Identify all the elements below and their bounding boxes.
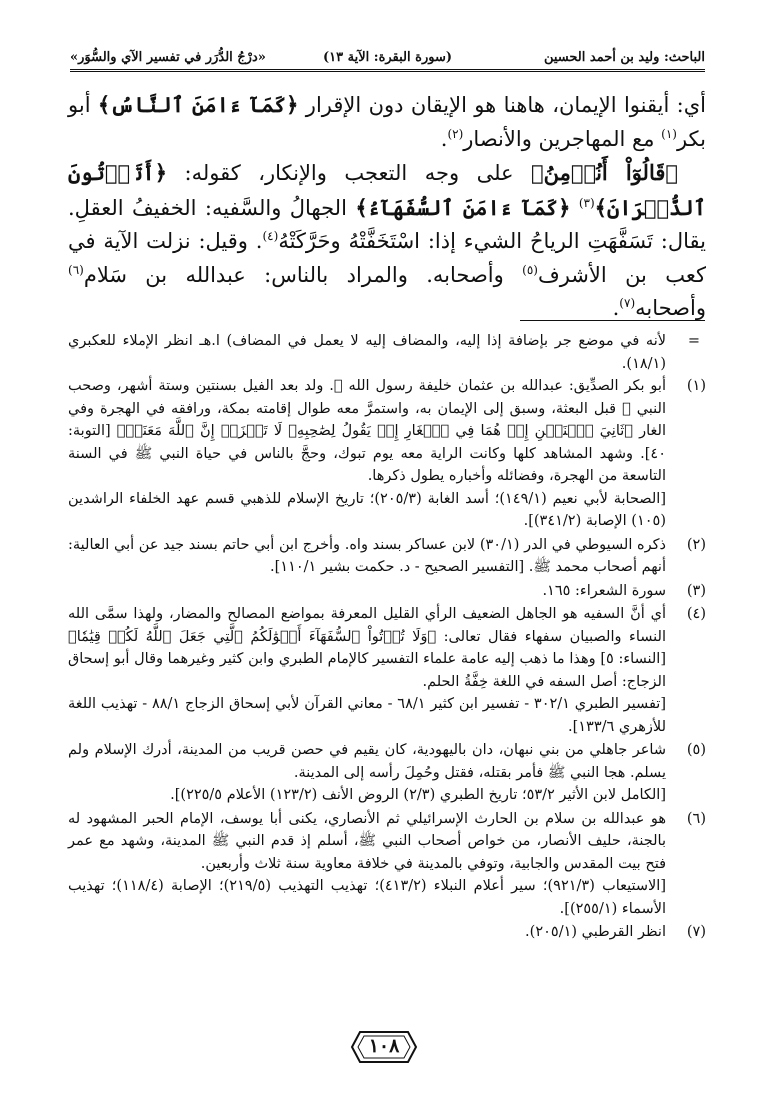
footnote-text: أي أنَّ السفيه هو الجاهل الضعيف الرأي القليل المعرفة بمواضع المصالح والمضار، ولهذا سمَّى الله النساء والصبيان سفهاء فقال تعالى: ﴿وَلَا تُؤۡتُواْ ٱلسُّفَهَآءَ أَمۡوَٰلَكُمُ ٱلَّتِي جَعَلَ ٱللَّهُ لَكُمۡ قِيَٰمٗا﴾ [النساء: ٥] وهذا ما ذهب إليه عامة علماء التفسير كالإمام الطبري وابن كثير وغيرهما وقال أبو إسحاق الزجاج: أصل السفه في اللغة خِفَّةُ الحلم. [68, 606, 666, 690]
footnote-text: انظر القرطبي (٢٠٥/١). [525, 924, 666, 940]
quran-quote: ﴿قَالُوٓاْ أَنُؤۡمِنُ﴾ [531, 160, 678, 185]
footnote-5 [68, 739, 706, 807]
footnote-sources: [الكامل لابن الأثير ٥٣/٢؛ تاريخ الطبري (٢/٣) الروض الأنف (١٢٣/٢) الأعلام ٢٢٥/٥)]. [170, 787, 666, 803]
main-text [68, 88, 706, 326]
quran-quote: ﴿أَتَأۡتُونَ ٱلذُّكۡرَانَ﴾ [68, 160, 706, 220]
header-author: الباحث: وليد بن أحمد الحسين [543, 50, 705, 65]
main-paragraph-1: أي: أيقنوا الإيمان، هاهنا هو الإيقان دون الإقرار ﴿كَمَآ ءَامَنَ ٱلنَّاسُ﴾ أبو بكر$^{(١)}$ مع المهاجرين والأنصار$^{(٢)}$. [68, 92, 706, 151]
continuation-marker: = [687, 333, 700, 349]
footnote-1 [68, 375, 706, 533]
header-surah-verse: (سورة البقرة: الآية ١٣) [322, 50, 453, 65]
footnote-separator [520, 320, 705, 321]
footnote-2 [68, 534, 706, 579]
page-number-ornament [350, 1030, 418, 1064]
footnote-sources: [تفسير الطبري ٣٠٢/١ - تفسير ابن كثير ٦٨/١ - معاني القرآن لأبي إسحاق الزجاج ٨٨/١ - تهذيب اللغة للأزهري ١٣٣/٦]. [68, 696, 666, 735]
header-rule [70, 69, 705, 72]
footnote-ref-4[interactable]: (٤) [262, 229, 279, 243]
footnote-number: (٢) [686, 536, 706, 553]
footnote-text: ذكره السيوطي في الدر (٣٠/١) لابن عساكر بسند واه. وأخرج ابن أبي حاتم بسند جيد عن أبي العالية: أنهم أصحاب محمد ﷺ. [التفسير الصحيح - د. حكمت بشير ١١٠/١]. [68, 536, 666, 575]
footnote-text: سورة الشعراء: ١٦٥. [542, 582, 666, 599]
footnote-number: (٤) [686, 606, 706, 622]
footnote-continuation [68, 330, 706, 375]
footnote-number: (٧) [686, 924, 706, 940]
quran-quote: ﴿كَمَآ ءَامَنَ ٱلنَّاسُ﴾ [97, 92, 299, 117]
footnote-sources: [الاستيعاب (٩٢١/٣)؛ سير أعلام النبلاء (٤١٣/٢)؛ تهذيب التهذيب (٢١٩/٥)؛ الإصابة (١١٨/٤)؛ تهذيب الأسماء (٢٥٥/١)]. [68, 878, 666, 917]
main-paragraph-2: ﴿قَالُوٓاْ أَنُؤۡمِنُ﴾ على وجه التعجب والإنكار، كقوله: ﴿أَتَأۡتُونَ ٱلذُّكۡرَانَ﴾$^{(٣)}$ ﴿كَمَآ ءَامَنَ ٱلسُّفَهَآءُ﴾ الجهالُ والسَّفيه: الخفيفُ العقلِ. يقال: تَسَفَّهَتِ الرياحُ الشيء إذا: اسْتَخَفَّتْهُ وحَرَّكَتْهُ$^{(٤)}$. وقيل: نزلت الآية في كعب بن الأشرف$^{(٥)}$ وأصحابه. والمراد بالناس: عبدالله بن سَلام$^{(٦)}$ وأصحابه$^{(٧)}$. [68, 160, 707, 320]
footnote-3 [68, 580, 706, 603]
footnote-number: (٣) [686, 582, 706, 599]
footnote-ref-5[interactable]: (٥) [522, 262, 538, 277]
quran-quote: ﴿كَمَآ ءَامَنَ ٱلسُّفَهَآءُ﴾ [355, 194, 571, 220]
header-book-title: «درْجُ الدُّرَر في تفسير الآي والسُّوَر» [70, 50, 266, 65]
footnote-number: (٦) [686, 810, 706, 827]
footnote-text: هو عبدالله بن سلام بن الحارث الإسرائيلي ثم الأنصاري، يكنى أبا يوسف، الإمام الحبر المشهود له بالجنة، حليف الأنصار، من خواص أصحاب النبي ﷺ، أسلم إذ قدم النبي ﷺ المدينة، وشهد مع عمر فتح بيت المقدس والجابية، وتوفي بالمدينة في خلافة معاوية سنة ثلاث وأربعين. [68, 810, 666, 872]
footnotes [68, 330, 706, 945]
continuation-text: لأنه في موضع جر بإضافة إذا إليه، والمضاف إليه لا يعمل في المضاف) ا.هـ انظر الإملاء للعكبري (١٨/١). [68, 333, 666, 372]
footnote-ref-2[interactable]: (٢) [447, 126, 464, 141]
footnote-4 [68, 603, 706, 738]
footnote-sources: [الصحابة لأبي نعيم (١٤٩/١)؛ أسد الغابة (٢٠٥/٣)؛ تاريخ الإسلام للذهبي قسم عهد الخلفاء الراشدين (١٠٥) الإصابة (٣٤١/٢)]. [68, 490, 666, 529]
footnote-ref-1[interactable]: (١) [661, 126, 677, 141]
footnote-text: شاعر جاهلي من بني نبهان، دان باليهودية، كان يقيم في حصن قريب من المدينة، أدرك الإسلام ولم يسلم. هجا النبي ﷺ فأمر بقتله، فقتل وحُمِلَ رأسه إلى المدينة. [68, 742, 666, 781]
page-number: ١٠٨ [368, 1035, 400, 1057]
footnote-number: (١) [686, 378, 706, 394]
footnote-number: (٥) [686, 742, 706, 758]
running-header [70, 46, 705, 72]
footnote-ref-6[interactable]: (٦) [68, 262, 84, 277]
footnote-ref-7[interactable]: (٧) [619, 296, 636, 310]
footnote-text: أبو بكر الصدِّيق: عبدالله بن عثمان خليفة رسول الله ﷺ. ولد بعد الفيل بسنتين وستة أشهر، وصحب النبي ﷺ قبل البعثة، وسبق إلى الإيمان به، واستمرَّ معه طوال إقامته بمكة، ورافقه في الهجرة وفي الغار ﴿ثَانِيَ ٱثۡنَيۡنِ إِذۡ هُمَا فِي ٱلۡغَارِ إِذۡ يَقُولُ لِصَٰحِبِهِۦ لَا تَحۡزَنۡ إِنَّ ٱللَّهَ مَعَنَاۖ﴾ [التوبة: ٤٠]. وشهد المشاهد كلها وكانت الراية معه يوم تبوك، وحجَّ بالناس في حياة النبي ﷺ في السنة التاسعة من الهجرة، وفضائله وأخباره يطول ذكرها. [68, 378, 666, 484]
footnote-ref-3[interactable]: (٣) [578, 195, 595, 210]
footnote-6 [68, 808, 706, 921]
footnote-7 [68, 921, 706, 944]
